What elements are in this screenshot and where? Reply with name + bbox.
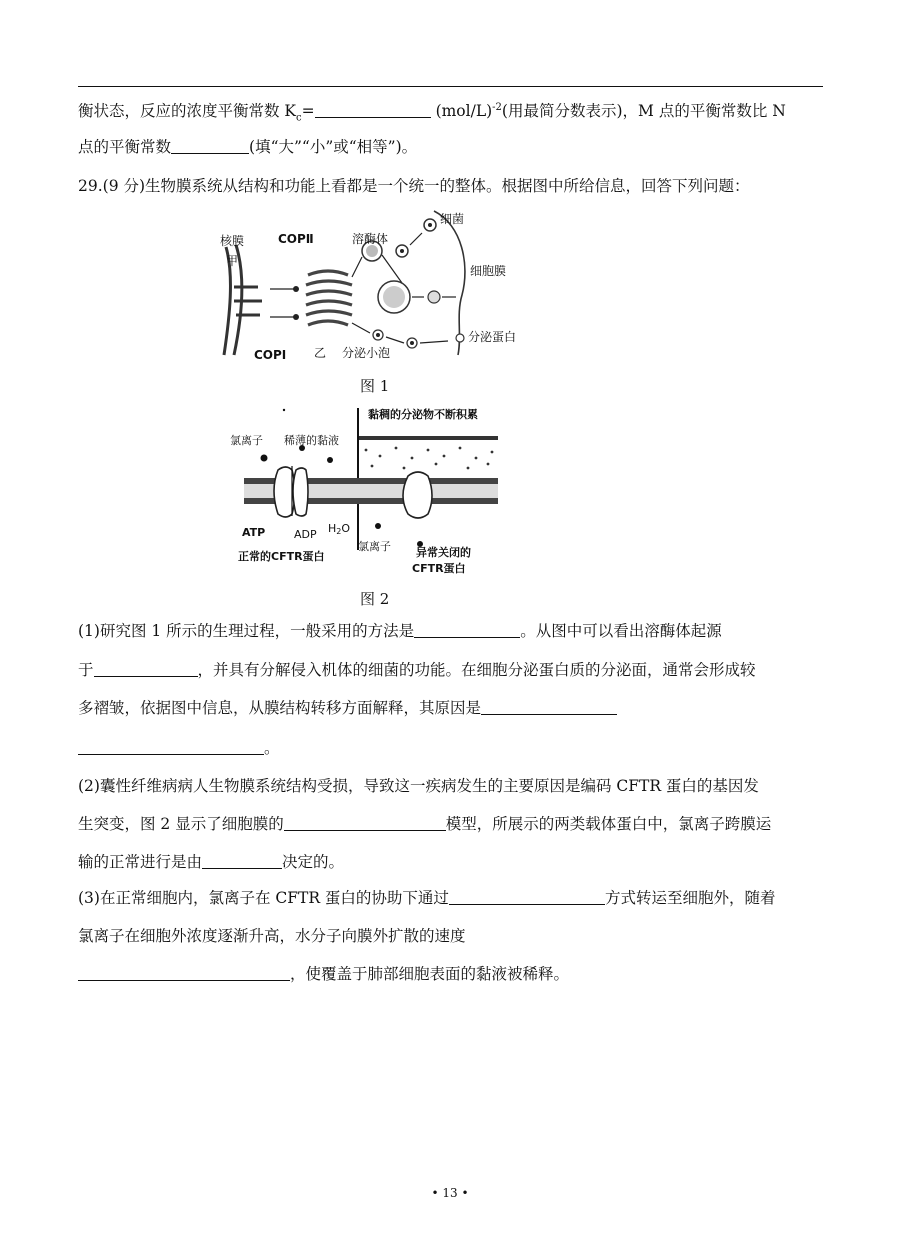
vesicle-core [410,341,414,345]
arrow [352,257,362,277]
q2-line-3 [78,852,344,872]
text-segment: 生突变，图 2 显示了细胞膜的 [78,815,284,833]
vesicle [428,291,440,303]
label-yi: 乙 [314,346,327,360]
label-lysosome: 溶酶体 [352,232,389,246]
label-cell-membrane: 细胞膜 [470,264,507,278]
secretory-protein-dot [456,334,464,342]
label-atp: ATP [242,526,266,539]
text-segment: (填“大”“小”或“相等”)。 [249,138,418,156]
answer-blank[interactable] [284,816,446,831]
text-segment: (mol/L) [435,102,493,121]
subscript: c [296,112,302,124]
label-secretory-vesicle: 分泌小泡 [342,346,391,360]
label-jia: 甲 [226,254,239,268]
answer-blank[interactable] [449,890,605,905]
thick-mucus-region [358,436,498,469]
text-segment: 点的平衡常数 [78,138,172,156]
figure-2-diagram [230,400,510,580]
q1-line-3 [78,698,617,718]
text-segment: (用最简分数表示)，M 点的平衡常数比 N [501,102,786,121]
arrow [382,255,402,283]
question-intro: 29.(9 分)生物膜系统从结构和功能上看都是一个统一的整体。根据图中所给信息，回答下列问题： [78,177,750,195]
chloride-ion [375,523,381,529]
arrow [386,337,404,343]
label-cop1: COPⅠ [254,348,287,362]
bacterium-core [428,223,432,227]
abnormal-cftr-protein [403,472,432,518]
text-segment: 衡状态，反应的浓度平衡常数 K [78,102,297,121]
figure-1-diagram [212,205,542,367]
arrow [410,233,422,245]
arrow [352,323,370,333]
figure-1-caption: 图 1 [360,377,390,395]
text-segment: ，使覆盖于肺部细胞表面的黏液被稀释。 [290,965,570,983]
vesicle [293,314,299,320]
label-secretory-protein: 分泌蛋白 [468,330,517,344]
bacterium-core [400,249,404,253]
q1-line-2 [78,660,756,680]
label-chloride-top: 氯离子 [230,434,263,447]
answer-blank[interactable] [481,700,617,715]
dot [283,409,285,411]
normal-cftr-protein-part [293,468,308,516]
cell-membrane-line [434,211,465,355]
figure-2-caption: 图 2 [360,590,390,608]
answer-blank[interactable] [414,623,520,638]
answer-blank[interactable] [202,854,282,869]
vesicle-core [376,333,380,337]
label-abnormal-cftr-1: 异常关闭的 [416,546,471,559]
label-chloride-bottom: 氯离子 [358,540,391,553]
header-line-1 [78,98,786,128]
answer-blank[interactable] [78,740,264,755]
text-segment: 。从图中可以看出溶酶体起源 [520,622,722,640]
label-normal-cftr: 正常的CFTR蛋白 [238,550,325,563]
vesicle [293,286,299,292]
answer-blank[interactable] [78,966,290,981]
chloride-ion [327,457,333,463]
q3-line-2: 氯离子在细胞外浓度逐渐升高，水分子向膜外扩散的速度 [78,927,466,945]
golgi-apparatus-shape [306,271,352,325]
top-rule [78,86,823,87]
answer-blank[interactable] [171,139,249,154]
q3-line-3 [78,964,569,984]
label-bacteria: 细菌 [440,212,465,226]
header-line-2 [78,137,417,157]
q1-line-1 [78,621,722,641]
answer-blank[interactable] [94,662,198,677]
label-adp: ADP [294,528,317,541]
lysosome-core [366,245,378,257]
text-segment: (1)研究图 1 所示的生理过程，一般采用的方法是 [78,622,415,640]
label-h2o: H2O [328,522,351,536]
text-segment: 决定的。 [282,853,345,871]
q3-line-1 [78,888,775,908]
q2-line-2 [78,814,771,834]
phagosome-core [383,286,405,308]
q1-line-4 [78,738,280,758]
text-segment: 。 [264,739,280,757]
arrow [420,341,448,343]
text-segment: (3)在正常细胞内，氯离子在 CFTR 蛋白的协助下通过 [78,889,449,907]
label-thin-mucus: 稀薄的黏液 [284,434,339,447]
label-abnormal-cftr-2: CFTR蛋白 [412,562,466,575]
text-segment: 输的正常进行是由 [78,853,203,871]
text-segment: = [301,102,315,121]
q2-line-1: (2)囊性纤维病病人生物膜系统结构受损，导致这一疾病发生的主要原因是编码 CFTR 蛋白的基因发 [78,777,759,795]
label-thick-mucus: 黏稠的分泌物不断积累 [368,408,478,421]
superscript: -2 [492,102,502,113]
chloride-ion [261,455,268,462]
text-segment: 于 [78,661,94,679]
text-segment: 方式转运至细胞外，随着 [604,889,776,907]
text-segment: 模型，所展示的两类载体蛋白中，氯离子跨膜运 [445,815,772,833]
text-segment: 多褶皱，依据图中信息，从膜结构转移方面解释，其原因是 [78,699,482,717]
text-segment: ，并具有分解侵入机体的细菌的功能。在细胞分泌蛋白质的分泌面，通常会形成较 [197,661,756,679]
label-nuclear-membrane: 核膜 [220,234,245,248]
page-number: • 13 • [431,1186,469,1200]
answer-blank[interactable] [315,103,431,118]
label-cop2: COPⅡ [278,232,314,246]
